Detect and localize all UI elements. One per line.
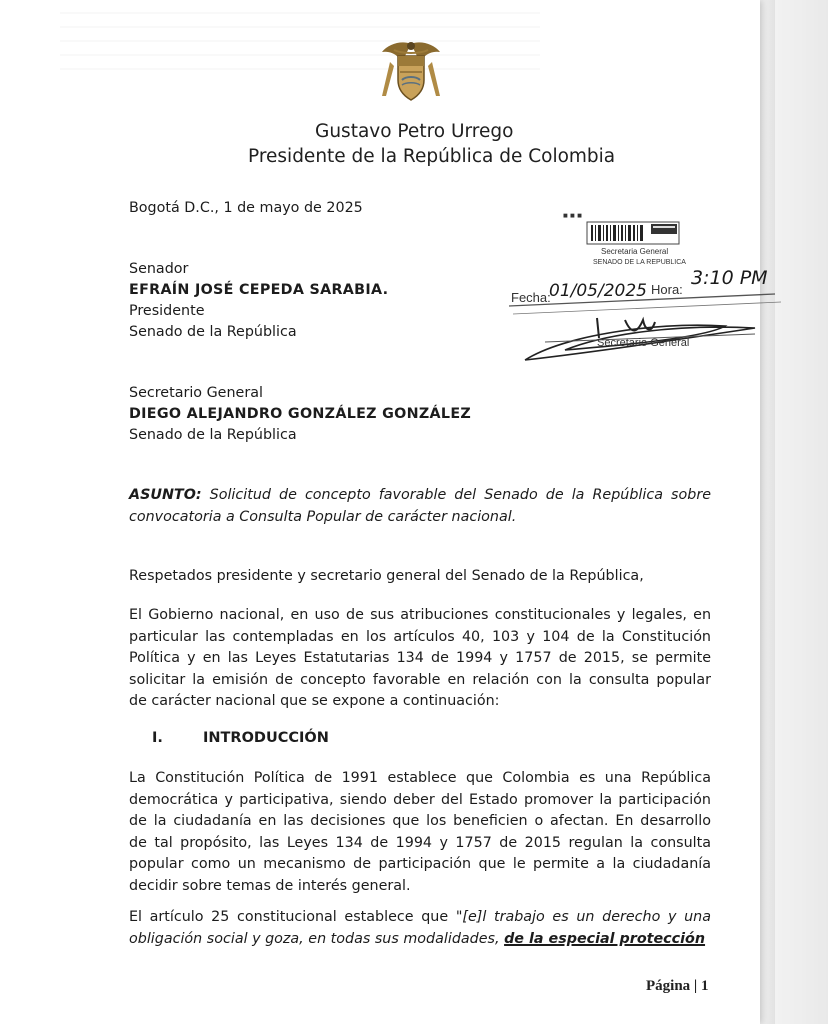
- date-line: Bogotá D.C., 1 de mayo de 2025: [129, 200, 363, 216]
- sender-name: Gustavo Petro Urrego: [315, 121, 514, 142]
- stamp-hora-label: Hora:: [651, 282, 683, 297]
- paragraph-3-underlined: de la especial protección: [504, 930, 706, 947]
- section-title: INTRODUCCIÓN: [203, 730, 329, 746]
- background-page-edge: [774, 0, 828, 1024]
- sender-role: Presidente de la República de Colombia: [248, 146, 616, 167]
- page-number: Página | 1: [646, 978, 709, 994]
- stamp-bottom-text: Secretario General: [597, 337, 690, 349]
- subject-label: ASUNTO:: [129, 487, 202, 503]
- stamp-fecha-value: 01/05/2025: [549, 281, 647, 301]
- paragraph-2-line: de tal propósito, las Leyes 134 de 1994 y 1757 de 2015 regulan la consulta: [129, 834, 711, 851]
- recipient2-org: Senado de la República: [129, 427, 297, 443]
- subject-block: [129, 485, 711, 528]
- coat-of-arms-icon: [378, 38, 444, 106]
- paragraph-2-line: decidir sobre temas de interés general.: [129, 877, 411, 894]
- paragraph-3-quote: "[e]l trabajo es un derecho y una: [455, 909, 711, 925]
- stamp-marks: ■ ■ ■: [563, 211, 582, 220]
- stamp-fecha-label: Fecha:: [511, 290, 551, 305]
- recipient1-name: EFRAÍN JOSÉ CEPEDA SARABIA.: [129, 282, 389, 298]
- recipient1-title: Senador: [129, 261, 189, 277]
- recipient1-position: Presidente: [129, 303, 205, 319]
- subject-line1: Solicitud de concepto favorable del Senado de la República sobre: [209, 487, 711, 503]
- paragraph-3: [129, 907, 711, 950]
- paragraph-2-line: popular como un mecanismo de participación que le permite a la ciudadanía: [129, 856, 711, 873]
- paragraph-3-plain: El artículo 25 constitucional establece que: [129, 909, 456, 925]
- greeting: Respetados presidente y secretario general del Senado de la República,: [129, 568, 644, 584]
- paragraph-2: [129, 768, 711, 898]
- paragraph-1-line: El Gobierno nacional, en uso de sus atribuciones constitucionales y legales, en: [129, 607, 711, 623]
- paragraph-2-line: democrática y participativa, siendo deber del Estado promover la participación: [129, 791, 711, 808]
- paragraph-1-line: particular las contempladas en los artículos 40, 103 y 104 de la Constitución: [129, 628, 711, 645]
- subject-line2: convocatoria a Consulta Popular de carácter nacional.: [129, 508, 517, 525]
- recipient2-title: Secretario General: [129, 385, 263, 401]
- paragraph-2-line: La Constitución Política de 1991 establece que Colombia es una República: [129, 770, 711, 786]
- barcode-icon: [587, 222, 679, 244]
- recipient2-name: DIEGO ALEJANDRO GONZÁLEZ GONZÁLEZ: [129, 406, 472, 422]
- paragraph-2-line: de la ciudadanía en las decisiones que los beneficien o afectan. En desarrollo: [129, 813, 711, 830]
- recipient1-org: Senado de la República: [129, 324, 297, 340]
- bleed-through-texture: [60, 10, 540, 70]
- stamp-sub-text: SENADO DE LA REPUBLICA: [593, 259, 686, 266]
- paragraph-1-line: solicitar la emisión de concepto favorable en relación con la consulta popular: [129, 671, 711, 688]
- section-number: I.: [152, 730, 163, 746]
- stamp-hora-value: 3:10 PM: [691, 267, 768, 289]
- stamp-top-text: Secretaria General: [601, 247, 669, 256]
- paragraph-1: [129, 605, 711, 713]
- paragraph-1-line: de carácter nacional que se expone a continuación:: [129, 693, 500, 710]
- paragraph-3-italic: obligación social y goza, en todas sus modalidades,: [129, 930, 505, 947]
- paragraph-1-line: Política y en las Leyes Estatutarias 134 de 1994 y 1757 de 2015, se permite: [129, 650, 711, 667]
- reception-stamp: [505, 210, 795, 370]
